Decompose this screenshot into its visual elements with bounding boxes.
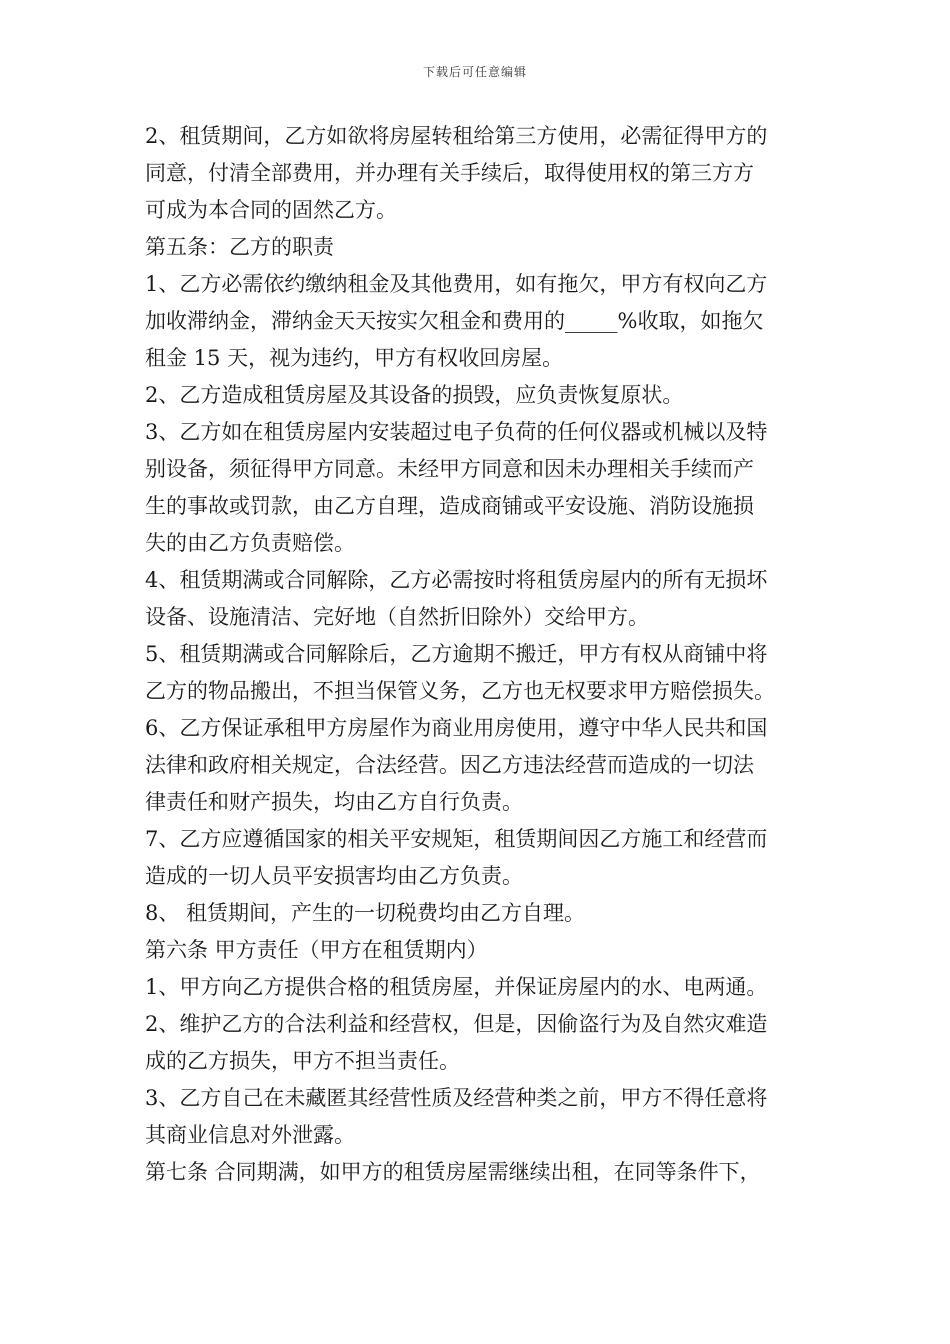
section-heading: 第五条：乙方的职责 <box>145 235 334 259</box>
text-line: 5、租赁期满或合同解除后，乙方逾期不搬迁，甲方有权从商铺中将 <box>145 642 768 666</box>
text-line: 6、乙方保证承租甲方房屋作为商业用房使用，遵守中华人民共和国 <box>145 716 768 740</box>
text-line: 律责任和财产损失，均由乙方自行负责。 <box>145 790 523 814</box>
text-line: 设备、设施清洁、完好地（自然折旧除外）交给甲方。 <box>145 605 649 629</box>
text-line: 生的事故或罚款，由乙方自理，造成商铺或平安设施、消防设施损 <box>145 494 754 518</box>
text-line: 2、乙方造成租赁房屋及其设备的损毁，应负责恢复原状。 <box>145 383 684 407</box>
section-heading: 第七条 合同期满，如甲方的租赁房屋需继续出租，在同等条件下， <box>145 1160 761 1184</box>
text-line: 3、乙方如在租赁房屋内安装超过电子负荷的任何仪器或机械以及特 <box>145 420 768 444</box>
text-line: 成的乙方损失，甲方不担当责任。 <box>145 1049 460 1073</box>
text-line: 其商业信息对外泄露。 <box>145 1123 355 1147</box>
section-heading: 第六条 甲方责任（甲方在租赁期内） <box>145 938 488 962</box>
text-line: 造成的一切人员平安损害均由乙方负责。 <box>145 864 523 888</box>
text-line: 失的由乙方负责赔偿。 <box>145 531 355 555</box>
text-line: 2、维护乙方的合法利益和经营权，但是，因偷盗行为及自然灾难造 <box>145 1012 768 1036</box>
text-line: 同意，付清全部费用，并办理有关手续后，取得使用权的第三方方 <box>145 161 754 185</box>
text-line: 1、乙方必需依约缴纳租金及其他费用，如有拖欠，甲方有权向乙方 <box>145 272 768 296</box>
text-line: 3、乙方自己在未藏匿其经营性质及经营种类之前，甲方不得任意将 <box>145 1086 768 1110</box>
text-line: 2、租赁期间，乙方如欲将房屋转租给第三方使用，必需征得甲方的 <box>145 124 768 148</box>
body-text <box>145 118 810 1191</box>
text-line: 法律和政府相关规定，合法经营。因乙方违法经营而造成的一切法 <box>145 753 754 777</box>
text-line: 4、租赁期满或合同解除，乙方必需按时将租赁房屋内的所有无损坏 <box>145 568 768 592</box>
text-line: 租金 15 天，视为违约，甲方有权收回房屋。 <box>145 346 564 370</box>
text-line: 乙方的物品搬出，不担当保管义务，乙方也无权要求甲方赔偿损失。 <box>145 679 775 703</box>
text-line: 可成为本合同的固然乙方。 <box>145 198 397 222</box>
text-line: 别设备，须征得甲方同意。未经甲方同意和因未办理相关手续而产 <box>145 457 754 481</box>
text-line: 8、 租赁期间，产生的一切税费均由乙方自理。 <box>145 901 586 925</box>
text-line: 1、甲方向乙方提供合格的租赁房屋，并保证房屋内的水、电两通。 <box>145 975 768 999</box>
text-line: 加收滞纳金，滞纳金天天按实欠租金和费用的_____%收取，如拖欠 <box>145 309 764 333</box>
text-line: 7、乙方应遵循国家的相关平安规矩，租赁期间因乙方施工和经营而 <box>145 827 768 851</box>
header-note: 下载后可任意编辑 <box>422 65 527 79</box>
